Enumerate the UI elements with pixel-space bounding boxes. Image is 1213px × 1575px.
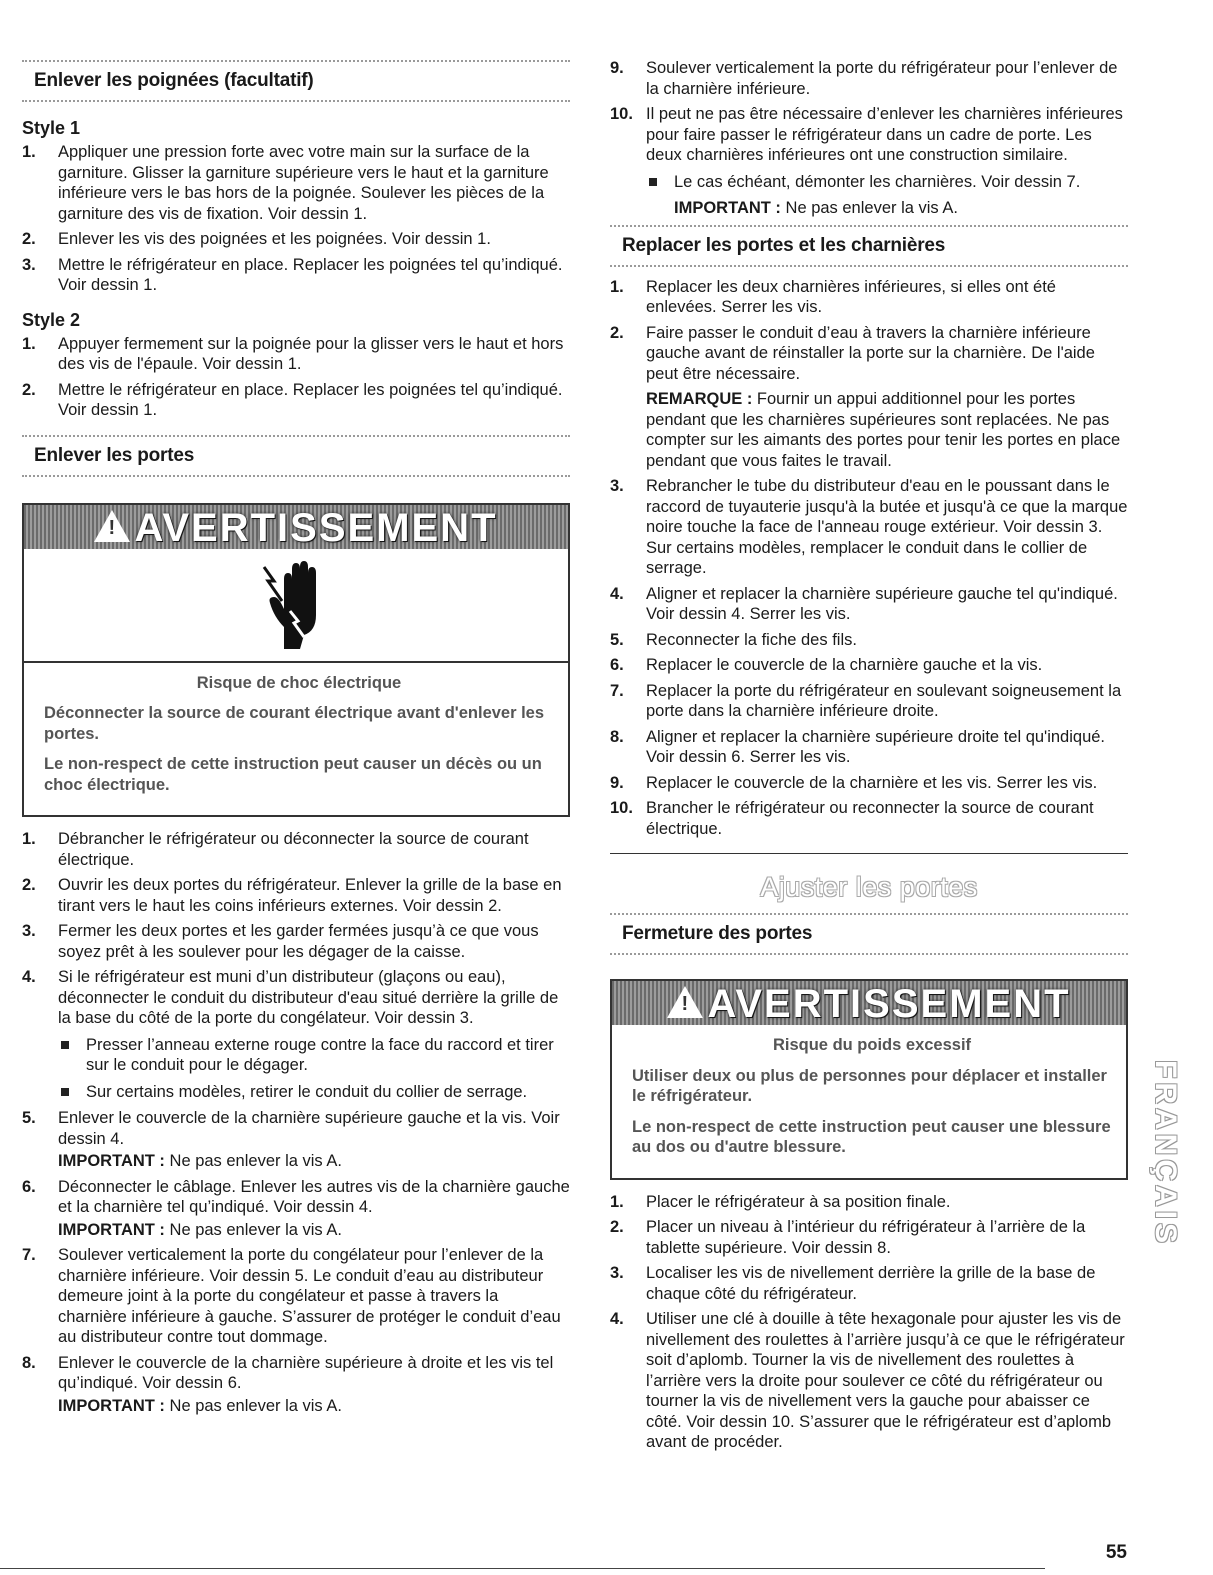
step-text: Ouvrir les deux portes du réfrigérateur. Enlever la grille de la base en tirant vers le haut les coins inférieurs externes. Voir dessin 2. bbox=[58, 876, 562, 915]
step-text: Si le réfrigérateur est muni d’un distributeur (glaçons ou eau), déconnecter le conduit du distributeur d'eau situé derrière la grille de la base du côté de la porte du congélateur. Voir dessin 3. bbox=[58, 968, 559, 1027]
section-title-enlever-portes: Enlever les portes bbox=[34, 444, 195, 466]
step-number: 3. bbox=[22, 922, 36, 940]
step-number: 1. bbox=[610, 277, 624, 296]
step-number: 7. bbox=[22, 1246, 36, 1264]
step-text: Replacer le couvercle de la charnière et les vis. Serrer les vis. bbox=[646, 773, 1098, 792]
important-note bbox=[674, 198, 1128, 219]
list-item bbox=[22, 1177, 570, 1241]
step-number: 2. bbox=[22, 876, 36, 894]
bullet-item bbox=[58, 1082, 570, 1103]
list-item bbox=[610, 1263, 1128, 1304]
step-text: Soulever verticalement la porte du réfrigérateur pour l’enlever de la charnière inférieure. bbox=[646, 59, 1118, 98]
step-number: 4. bbox=[610, 584, 624, 603]
dotted-rule bbox=[22, 60, 570, 62]
warning-triangle-icon bbox=[94, 510, 130, 542]
step-text: Utiliser une clé à douille à tête hexagonale pour ajuster les vis de nivellement des roulettes à l’arrière jusqu’à ce que le réfrigérateur soit d’aplomb. Tourner la vis de nivellement des roulettes à l’arrière vers la droite pour soulever ce côté du réfrigérateur ou tourner la vis de nivellement vers la gauche pour abaisser ce côté. Voir dessin 10. S’assurer que le réfrigérateur est d’aplomb avant de procéder. bbox=[646, 1310, 1125, 1451]
bullet-text: Le cas échéant, démonter les charnières. Voir dessin 7. bbox=[674, 172, 1081, 191]
list-item bbox=[22, 1108, 570, 1172]
step-text: Fermer les deux portes et les garder fermées jusqu’à ce que vous soyez prêt à les soulever pour les dégager de la caisse. bbox=[58, 922, 539, 961]
electric-shock-hand-icon bbox=[260, 557, 332, 653]
warning-body bbox=[612, 1025, 1126, 1178]
step-number: 8. bbox=[22, 1353, 36, 1372]
section-divider bbox=[610, 853, 1128, 854]
warning-label: AVERTISSEMENT bbox=[707, 982, 1071, 1025]
bullet-square-icon bbox=[61, 1088, 69, 1096]
important-label: IMPORTANT : bbox=[58, 1396, 165, 1415]
step-text: Aligner et replacer la charnière supérieure droite tel qu'indiqué. Voir dessin 6. Serrer les vis. bbox=[646, 727, 1106, 766]
style-1-heading: Style 1 bbox=[22, 118, 81, 138]
important-label: IMPORTANT : bbox=[58, 1152, 165, 1170]
remarque-text: Fournir un appui additionnel pour les portes pendant que les charnières supérieures sont replacées. Ne pas compter sur les aimants des portes pour tenir les portes en place pendant que vous faites le travail. bbox=[646, 390, 1121, 470]
step-number: 9. bbox=[610, 59, 624, 77]
bullet-text: Sur certains modèles, retirer le conduit du collier de serrage. bbox=[86, 1082, 528, 1101]
warning-text: Le non-respect de cette instruction peut causer une blessure au dos ou d'autre blessure. bbox=[632, 1117, 1111, 1156]
step-text: Localiser les vis de nivellement derrière la grille de la base de chaque côté du réfrigérateur. bbox=[646, 1264, 1096, 1303]
step-number: 1. bbox=[610, 1192, 624, 1211]
important-note bbox=[58, 1396, 570, 1417]
list-item bbox=[22, 921, 570, 962]
warning-label: AVERTISSEMENT bbox=[134, 505, 498, 549]
step-number: 9. bbox=[610, 773, 624, 792]
step-text: Placer un niveau à l’intérieur du réfrigérateur à l’arrière de la tablette supérieure. Voir dessin 8. bbox=[646, 1218, 1086, 1257]
step-number: 4. bbox=[610, 1310, 624, 1328]
warning-title: Risque du poids excessif bbox=[772, 1036, 972, 1054]
list-item bbox=[22, 1353, 570, 1417]
step-number: 2. bbox=[22, 380, 36, 399]
step-number: 7. bbox=[610, 681, 624, 700]
list-item bbox=[610, 681, 1128, 722]
step-number: 3. bbox=[610, 477, 624, 495]
list-item bbox=[22, 142, 570, 224]
important-note bbox=[58, 1151, 570, 1172]
step-text: Appuyer fermement sur la poignée pour la glisser vers le haut et hors des vis de l'épaule. Voir dessin 1. bbox=[58, 334, 564, 373]
list-item bbox=[610, 584, 1128, 625]
dotted-rule bbox=[22, 435, 570, 437]
step-number: 2. bbox=[22, 230, 36, 248]
important-note bbox=[58, 1220, 570, 1241]
step-text: Placer le réfrigérateur à sa position finale. bbox=[646, 1192, 951, 1211]
side-tab-label: FRANÇAIS bbox=[1149, 1060, 1182, 1247]
page-number: 55 bbox=[1105, 1542, 1127, 1563]
warning-box-weight bbox=[610, 979, 1128, 1180]
section-title-replacer-portes: Replacer les portes et les charnières bbox=[622, 234, 946, 256]
step-text: Soulever verticalement la porte du congélateur pour l’enlever de la charnière inférieure. Voir dessin 5. Le conduit d’eau au distributeur demeure joint à la porte du congélateur et passe à travers la charnière inférieure à gauche. S’assurer de protéger le conduit d’eau au distributeur contre tout dommage. bbox=[58, 1246, 561, 1346]
warning-banner bbox=[612, 981, 1126, 1025]
bullet-square-icon bbox=[61, 1041, 69, 1049]
step-text: Rebrancher le tube du distributeur d'eau en le poussant dans le raccord de tuyauterie jusqu'à la butée et jusqu'à ce que la marque noire touche la face de l'anneau rouge extérieur. Voir dessin 3. Sur certains modèles, remplacer le conduit dans le collier de serrage. bbox=[646, 477, 1128, 577]
step-text: Il peut ne pas être nécessaire d’enlever les charnières inférieures pour faire passer le réfrigérateur dans un cadre de porte. Les deux charnières inférieures ont une construction similaire. bbox=[646, 105, 1123, 164]
bullet-item bbox=[646, 172, 1128, 219]
step-text: Enlever le couvercle de la charnière supérieure à droite et les vis tel qu’indiqué. Voir dessin 6. bbox=[58, 1353, 554, 1392]
list-item bbox=[610, 277, 1128, 318]
step-number: 3. bbox=[22, 255, 36, 274]
step-number: 1. bbox=[22, 143, 36, 161]
warning-text: Utiliser deux ou plus de personnes pour déplacer et installer le réfrigérateur. bbox=[632, 1066, 1107, 1105]
important-text: Ne pas enlever la vis A. bbox=[164, 1396, 342, 1415]
step-number: 10. bbox=[610, 799, 633, 817]
step-number: 5. bbox=[610, 630, 624, 649]
list-item bbox=[610, 476, 1128, 579]
section-title-fermeture-portes: Fermeture des portes bbox=[622, 923, 813, 944]
list-item bbox=[610, 1217, 1128, 1258]
bullet-text: Presser l’anneau externe rouge contre la face du raccord et tirer sur le conduit pour le dégager. bbox=[86, 1035, 554, 1074]
dotted-rule bbox=[610, 953, 1128, 955]
left-column bbox=[22, 60, 570, 1421]
list-item bbox=[22, 229, 570, 250]
step-number: 3. bbox=[610, 1264, 624, 1282]
list-item bbox=[22, 334, 570, 375]
bottom-rule bbox=[0, 1568, 1045, 1569]
list-item bbox=[22, 829, 570, 870]
list-item bbox=[610, 727, 1128, 768]
enlever-portes-steps-continued bbox=[610, 58, 1128, 219]
list-item bbox=[610, 58, 1128, 99]
step-text: Replacer le couvercle de la charnière gauche et la vis. bbox=[646, 656, 1043, 674]
step-number: 6. bbox=[610, 656, 624, 674]
important-text: Ne pas enlever la vis A. bbox=[164, 1220, 342, 1239]
step-number: 4. bbox=[22, 968, 36, 986]
list-item bbox=[22, 875, 570, 916]
step-text: Reconnecter la fiche des fils. bbox=[646, 630, 857, 649]
style-2-steps bbox=[22, 334, 570, 421]
step-number: 1. bbox=[22, 830, 36, 848]
step-number: 2. bbox=[610, 323, 624, 342]
step-number: 6. bbox=[22, 1177, 36, 1196]
warning-text: Le non-respect de cette instruction peut causer un décès ou un choc électrique. bbox=[44, 755, 542, 794]
list-item bbox=[610, 104, 1128, 219]
enlever-portes-steps bbox=[22, 829, 570, 1416]
step-text: Mettre le réfrigérateur en place. Replacer les poignées tel qu’indiqué. Voir dessin 1. bbox=[58, 380, 563, 419]
warning-box-electric bbox=[22, 503, 570, 818]
list-item bbox=[610, 323, 1128, 472]
right-column bbox=[610, 58, 1128, 1458]
step-text: Débrancher le réfrigérateur ou déconnecter la source de courant électrique. bbox=[58, 830, 529, 869]
fermeture-steps bbox=[610, 1192, 1128, 1453]
list-item bbox=[610, 773, 1128, 794]
important-label: IMPORTANT : bbox=[674, 199, 781, 217]
dotted-rule bbox=[610, 913, 1128, 915]
step-text: Aligner et replacer la charnière supérieure gauche tel qu'indiqué. Voir dessin 4. Serrer les vis. bbox=[646, 584, 1118, 623]
warning-title: Risque de choc électrique bbox=[196, 673, 402, 692]
list-item bbox=[22, 380, 570, 421]
list-item bbox=[610, 798, 1128, 839]
bullet-list bbox=[58, 1035, 570, 1103]
style-2-heading: Style 2 bbox=[22, 309, 81, 330]
replacer-steps bbox=[610, 277, 1128, 840]
style-1-steps bbox=[22, 142, 570, 296]
language-side-tab bbox=[1150, 1060, 1184, 1360]
list-item bbox=[22, 967, 570, 1102]
bullet-item bbox=[58, 1035, 570, 1076]
warning-body bbox=[24, 663, 568, 816]
list-item bbox=[610, 1309, 1128, 1453]
step-number: 5. bbox=[22, 1109, 36, 1127]
dotted-rule bbox=[610, 225, 1128, 227]
step-text: Enlever le couvercle de la charnière supérieure gauche et la vis. Voir dessin 4. bbox=[58, 1109, 560, 1148]
list-item bbox=[610, 630, 1128, 651]
step-text: Replacer les deux charnières inférieures, si elles ont été enlevées. Serrer les vis. bbox=[646, 277, 1056, 316]
step-text: Enlever les vis des poignées et les poignées. Voir dessin 1. bbox=[58, 230, 491, 248]
step-text: Faire passer le conduit d’eau à travers la charnière inférieure gauche avant de réinstaller la porte sur la charnière. De l'aide peut être nécessaire. bbox=[646, 323, 1095, 383]
ajuster-portes-heading: Ajuster les portes bbox=[760, 872, 978, 902]
warning-icon-area bbox=[24, 549, 568, 663]
step-number: 10. bbox=[610, 105, 633, 123]
dotted-rule bbox=[610, 265, 1128, 267]
step-text: Appliquer une pression forte avec votre main sur la surface de la garniture. Glisser la garniture supérieure vers le haut et la garniture inférieure vers le bas hors de la poignée. Soulever les pièces de la garniture des vis de fixation. Voir dessin 1. bbox=[58, 143, 549, 223]
dotted-rule bbox=[22, 475, 570, 477]
remarque-label: REMARQUE : bbox=[646, 390, 753, 408]
step-text: Mettre le réfrigérateur en place. Replacer les poignées tel qu’indiqué. Voir dessin 1. bbox=[58, 255, 563, 294]
step-number: 1. bbox=[22, 334, 36, 353]
step-number: 2. bbox=[610, 1218, 624, 1236]
list-item bbox=[610, 1192, 1128, 1213]
step-text: Brancher le réfrigérateur ou reconnecter la source de courant électrique. bbox=[646, 799, 1094, 838]
step-text: Replacer la porte du réfrigérateur en soulevant soigneusement la porte dans la charnière inférieure droite. bbox=[646, 681, 1122, 720]
remarque-note bbox=[646, 389, 1128, 471]
important-text: Ne pas enlever la vis A. bbox=[780, 199, 958, 217]
important-text: Ne pas enlever la vis A. bbox=[164, 1152, 342, 1170]
list-item bbox=[22, 1245, 570, 1348]
list-item bbox=[22, 255, 570, 296]
list-item bbox=[610, 655, 1128, 676]
important-label: IMPORTANT : bbox=[58, 1220, 165, 1239]
warning-text: Déconnecter la source de courant électrique avant d'enlever les portes. bbox=[44, 704, 545, 743]
step-number: 8. bbox=[610, 727, 624, 746]
step-text: Déconnecter le câblage. Enlever les autres vis de la charnière gauche et la charnière tel qu’indiqué. Voir dessin 4. bbox=[58, 1177, 570, 1216]
dotted-rule bbox=[22, 100, 570, 102]
warning-banner bbox=[24, 505, 568, 549]
warning-triangle-icon bbox=[667, 986, 703, 1018]
section-title-enlever-poignees: Enlever les poignées (facultatif) bbox=[34, 70, 314, 91]
bullet-square-icon bbox=[649, 178, 657, 186]
bullet-list bbox=[646, 172, 1128, 219]
